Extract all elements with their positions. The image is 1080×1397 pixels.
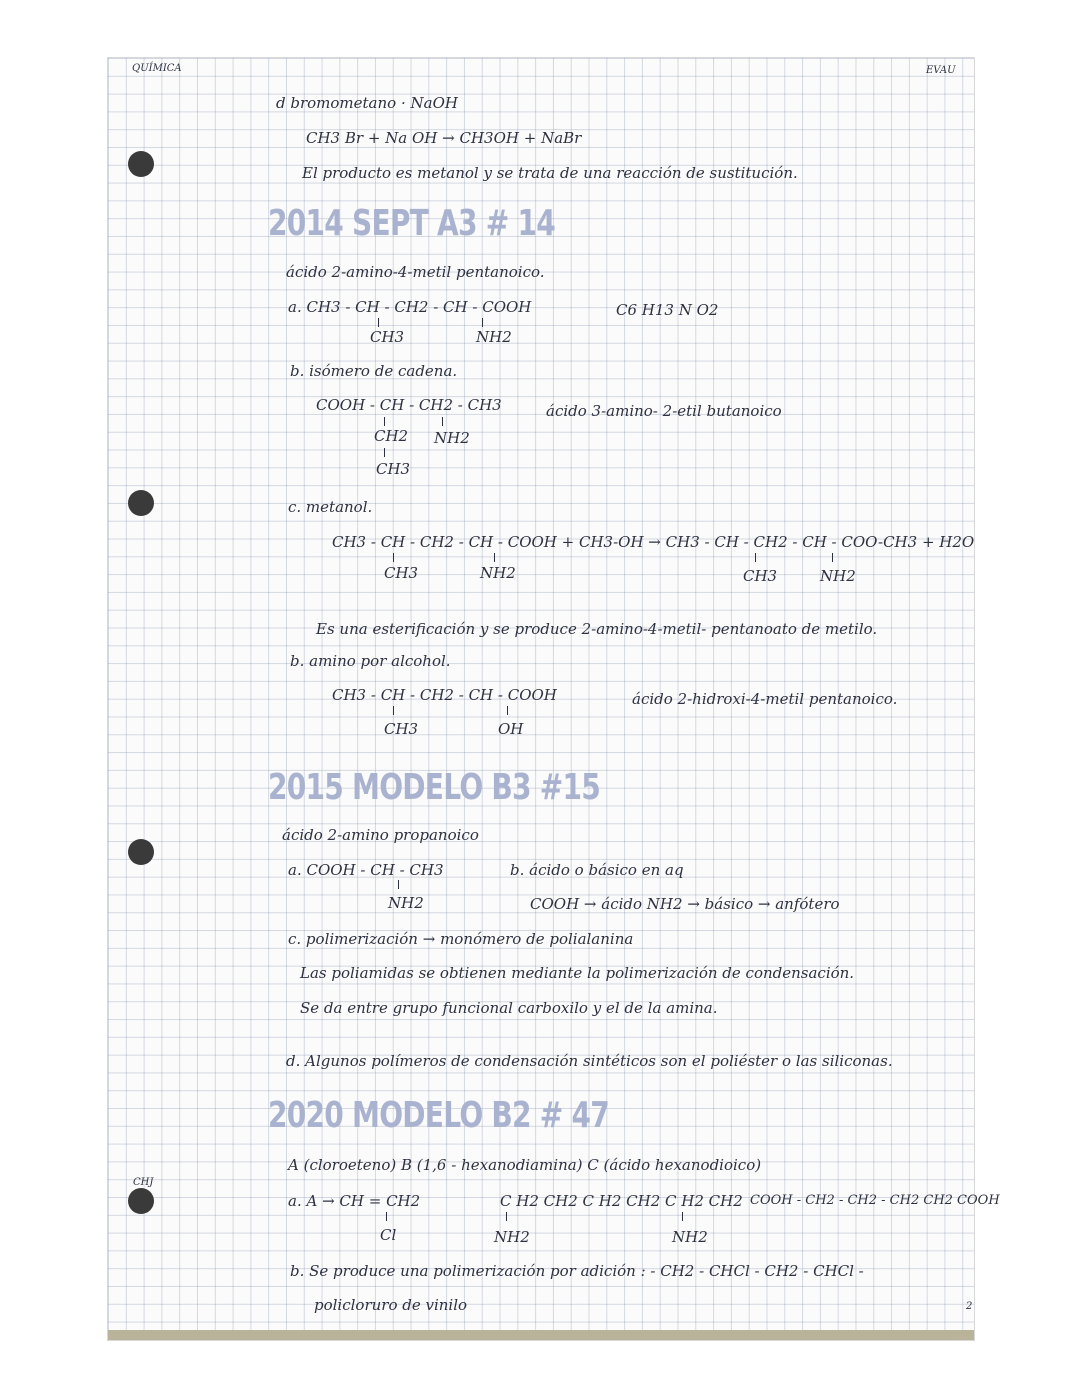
- compound-name: ácido 2-amino propanoico: [282, 826, 479, 844]
- bond-line: [384, 448, 385, 457]
- note-line: b. ácido o básico en aq: [510, 861, 684, 879]
- binder-hole: [128, 839, 154, 865]
- bond-line: [384, 417, 385, 426]
- note-line: d. Algunos polímeros de condensación sintéticos son el poliéster o las siliconas.: [286, 1052, 893, 1070]
- substituent: NH2: [388, 894, 424, 912]
- note-line: c. polimerización → monómero de polialanina: [288, 930, 634, 948]
- note-line: A (cloroeteno) B (1,6 - hexanodiamina) C (ácido hexanodioico): [288, 1156, 762, 1174]
- substituent: NH2: [480, 564, 516, 582]
- note-line: Se da entre grupo funcional carboxilo y el de la amina.: [300, 999, 718, 1017]
- substituent: CH3: [384, 564, 419, 582]
- substituent: CH3: [370, 328, 405, 346]
- note-line: c. metanol.: [288, 498, 373, 516]
- exercise-heading: 2020 MODELO B2 # 47: [268, 1095, 610, 1136]
- reaction-equation: CH3 Br + Na OH → CH3OH + NaBr: [306, 129, 582, 147]
- structural-formula: CH3 - CH - CH2 - CH - COOH: [332, 686, 557, 704]
- note-line: d bromometano · NaOH: [276, 94, 458, 112]
- reaction-equation: CH3 - CH - CH2 - CH - COOH + CH3-OH → CH3 - CH - CH2 - CH - COO-CH3 + H2O: [332, 533, 975, 551]
- bond-line: [398, 880, 399, 889]
- note-line: Las poliamidas se obtienen mediante la polimerización de condensación.: [300, 964, 855, 982]
- note-line: COOH → ácido NH2 → básico → anfótero: [530, 895, 840, 913]
- structural-formula: a. A → CH = CH2: [288, 1192, 421, 1210]
- structural-formula: C H2 CH2 C H2 CH2 C H2 CH2: [500, 1192, 743, 1210]
- binder-hole: [128, 490, 154, 516]
- compound-name: ácido 3-amino- 2-etil butanoico: [546, 402, 782, 420]
- substituent: NH2: [672, 1228, 708, 1246]
- bond-line: [506, 1212, 507, 1221]
- bond-line: [386, 1212, 387, 1221]
- note-line: b. amino por alcohol.: [290, 652, 451, 670]
- exercise-heading: 2015 MODELO B3 #15: [268, 767, 601, 808]
- substituent: NH2: [434, 429, 470, 447]
- bond-line: [755, 553, 756, 562]
- note-line: El producto es metanol y se trata de una reacción de sustitución.: [302, 164, 798, 182]
- substituent: NH2: [476, 328, 512, 346]
- subject-label: QUÍMICA: [132, 63, 182, 74]
- note-line: b. isómero de cadena.: [290, 362, 458, 380]
- structural-formula: a. COOH - CH - CH3: [288, 861, 444, 879]
- page-edge: [108, 1330, 974, 1340]
- substituent: NH2: [494, 1228, 530, 1246]
- substituent: Cl: [380, 1226, 397, 1244]
- exam-label: EVAU: [926, 65, 956, 76]
- structural-formula: COOH - CH2 - CH2 - CH2 CH2 COOH: [750, 1193, 1000, 1208]
- substituent: CH3: [384, 720, 419, 738]
- substituent: CH3: [376, 460, 411, 478]
- bond-line: [378, 318, 379, 327]
- bond-line: [442, 417, 443, 426]
- margin-note: CHJ: [133, 1177, 154, 1188]
- bond-line: [494, 553, 495, 562]
- compound-name: ácido 2-hidroxi-4-metil pentanoico.: [632, 690, 898, 708]
- bond-line: [507, 706, 508, 715]
- bond-line: [393, 553, 394, 562]
- binder-hole: [128, 1188, 154, 1214]
- molecular-formula: C6 H13 N O2: [616, 301, 719, 319]
- structural-formula: COOH - CH - CH2 - CH3: [316, 396, 502, 414]
- bond-line: [832, 553, 833, 562]
- binder-hole: [128, 151, 154, 177]
- bond-line: [682, 1212, 683, 1221]
- bond-line: [482, 318, 483, 327]
- compound-name: ácido 2-amino-4-metil pentanoico.: [286, 263, 545, 281]
- substituent: NH2: [820, 567, 856, 585]
- structural-formula: a. CH3 - CH - CH2 - CH - COOH: [288, 298, 532, 316]
- note-line: policloruro de vinilo: [314, 1296, 468, 1314]
- bond-line: [393, 706, 394, 715]
- exercise-heading: 2014 SEPT A3 # 14: [268, 203, 556, 244]
- substituent: OH: [498, 720, 524, 738]
- substituent: CH3: [743, 567, 778, 585]
- note-line: Es una esterificación y se produce 2-amino-4-metil- pentanoato de metilo.: [316, 620, 878, 638]
- note-line: b. Se produce una polimerización por adición : - CH2 - CHCl - CH2 - CHCl -: [290, 1262, 864, 1280]
- substituent: CH2: [374, 427, 409, 445]
- page-number: 2: [966, 1301, 973, 1312]
